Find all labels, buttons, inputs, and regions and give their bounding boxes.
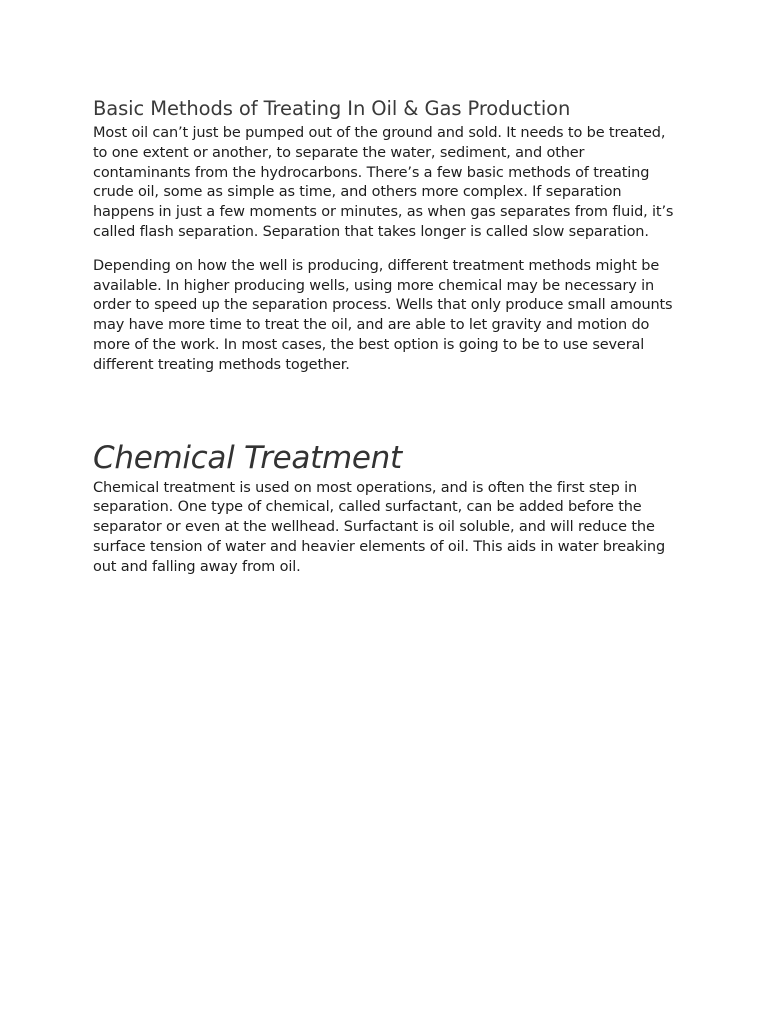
- intro-paragraph-2: Depending on how the well is producing, different treatment methods might be available. In higher producing wells, using more chemical may be necessary in order to speed up the separation process. Wells that only produce small amounts may have more time to treat the oil, and are able to let gravity and motion do more of the work. In most cases, the best option is going to be to use several different treating methods together.: [93, 257, 673, 373]
- section-paragraph: Chemical treatment is used on most operations, and is often the first step in separation. One type of chemical, called surfactant, can be added before the separator or even at the wellhead. Surfactant is oil soluble, and will reduce the surface tension of water and heavier elements of oil. This aids in water breaking out and falling away from oil.: [93, 479, 666, 575]
- section-chemical-treatment: [93, 438, 683, 578]
- document-title: Basic Methods of Treating In Oil & Gas Production: [93, 97, 571, 120]
- document-page: [93, 96, 683, 578]
- section-heading: Chemical Treatment: [93, 439, 402, 476]
- intro-paragraph-1: Most oil can’t just be pumped out of the ground and sold. It needs to be treated, to one extent or another, to separate the water, sediment, and other contaminants from the hydrocarbons. There’s a few basic methods of treating crude oil, some as simple as time, and others more complex. If separation happens in just a few moments or minutes, as when gas separates from fluid, it’s called flash separation. Separation that takes longer is called slow separation.: [93, 125, 674, 240]
